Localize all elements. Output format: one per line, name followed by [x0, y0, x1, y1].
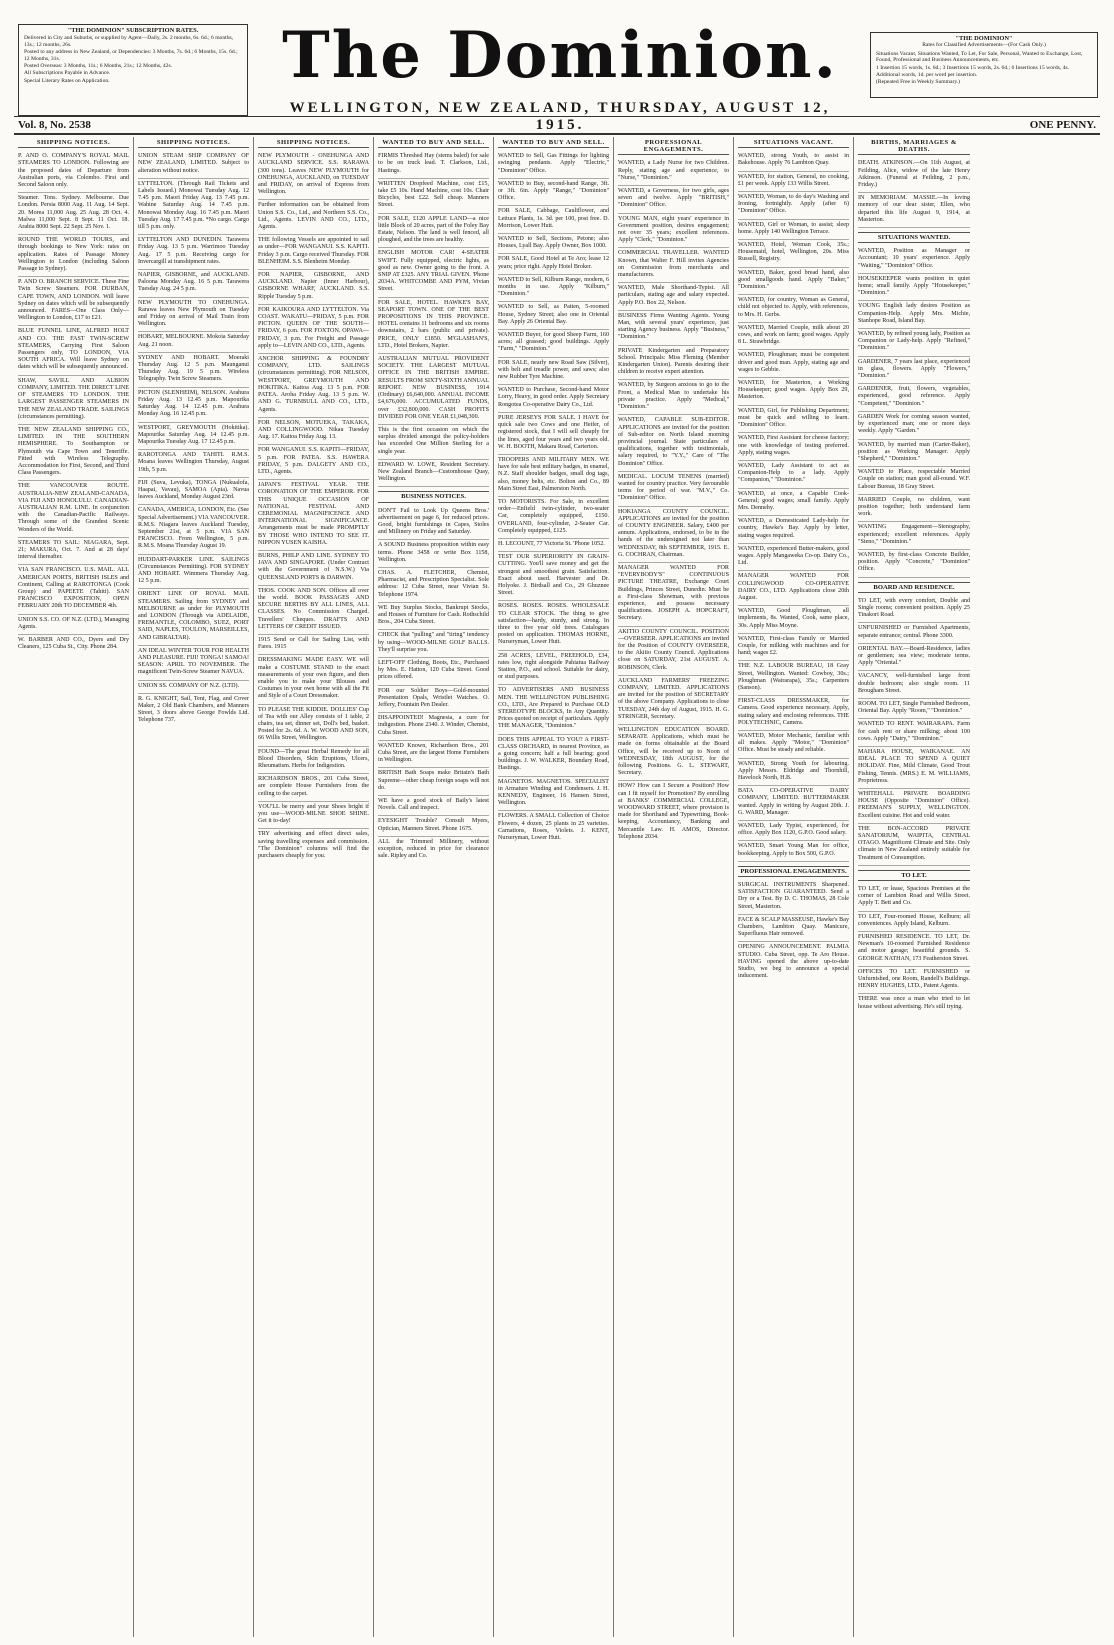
- advertisement: WE have a good stock of Baily's latest Novels. Call and inspect.: [378, 796, 489, 816]
- advertisement: HOUSEKEEPER wants position in quiet home; small family. Apply "Housekeeper," "Dominion.": [858, 274, 970, 302]
- advertisement: WANTED, by married man (Carter-Baker), position as Working Manager. Apply "Shepherd," "Dominion.": [858, 440, 970, 468]
- advertisement: THE BON-ACCORD PRIVATE SANATORIUM, WAIPITA, CENTRAL OTAGO. Magnificent Climate and Site. Only climate in New Zealand entirely suitable for Treatment of Consumption.: [858, 824, 970, 866]
- advertisement: UNION SS. COMPANY OF N.Z. (LTD).: [138, 681, 249, 694]
- advertisement: W. BARBER AND CO., Dyers and Dry Cleaners, 125 Cuba St., City. Phone 284.: [18, 636, 129, 651]
- column-4: [374, 137, 494, 1637]
- section-heading: BOARD AND RESIDENCE.: [858, 582, 970, 593]
- advertisement: ALL the Trimmed Millinery, without exception, reduced in price for clearance sale. Ripley and Co.: [378, 838, 489, 860]
- advertisement: H. LECOUNT, 77 Victoria St. 'Phone 1052.: [498, 539, 609, 552]
- advertisement: WANTED to Sell, as Patten, 5-roomed House, Sydney Street; also one in Oriental Bay. Apply 26 Oriental Bay.: [498, 302, 609, 330]
- advertisement: FOR SALE, £120 APPLE LAND—a nice little Block of 20 acres, part of the Foley Bay Estate, Nelson. The land is well fenced, all ploughed, and the trees are healthy.: [378, 214, 489, 249]
- advertisement: WANTED, First-class Family or Married Couple, for milking with machines and for hand; wages £2.: [738, 634, 849, 662]
- column-heading: SITUATIONS VACANT.: [738, 139, 849, 148]
- advertisement: WHITEHALL PRIVATE BOARDING HOUSE (Opposite "Dominion" Office). FREEMAN'S SUPPLY, WELLINGTON. Excellent cuisine. Hot and cold water.: [858, 789, 970, 824]
- subscription-rate-line: Special Literary Rates on Application.: [24, 77, 110, 84]
- column-1: [14, 137, 134, 1637]
- advertisement: CHAS. A. FLETCHER, Chemist, Pharmacist, and Prescription Specialist. Sole address: 12 Cuba Street, near Vivian St. Telephone 1974.: [378, 568, 489, 603]
- advertisement: FIRST-CLASS DRESSMAKER, for Camera. Good experience necessary. Apply, stating salary and enclosing references. THE POLYTECHNIC, Camera.: [738, 696, 849, 731]
- section-heading: SITUATIONS WANTED.: [858, 232, 970, 243]
- masthead-rule-bottom: [14, 133, 1100, 135]
- advertisement: R. G. KNIGHT, Sail, Tent, Flag, and Cover Maker, 2 Old Bank Chambers, and Manners Street, 3 doors above George Fowlds Ltd. Telephone 737.: [138, 695, 249, 724]
- advertisement: FURNISHED RESIDENCE. TO LET, Dr. Newman's 10-roomed Furnished Residence and motor garage; beautiful grounds. S. GEORGE NATHAN, 173 Featherston Street.: [858, 932, 970, 967]
- column-heading: SHIPPING NOTICES.: [138, 139, 249, 148]
- advertisement: FOUND—The great Herbal Remedy for all Blood Disorders, Skin Eruptions, Ulcers, Rheumatism. Herbs for Indigestion.: [258, 747, 369, 775]
- advertisement: BURNS, PHILP AND LINE. SYDNEY TO JAVA AND SINGAPORE. (Under Contract with the Government of N.S.W.) Via QUEENSLAND PORTS & DARWIN.: [258, 551, 369, 586]
- advertisement: WANTED, Ploughman; must be competent driver and good man. Apply, stating age and wages to Gebbie.: [738, 350, 849, 378]
- advertisement-columns: [14, 137, 1100, 1637]
- advertisement: UNFURNISHED or Furnished Apartments, separate entrance; central. Phone 3300.: [858, 623, 970, 643]
- advertisement: ORIENT LINE OF ROYAL MAIL STEAMERS. Sailing from SYDNEY and MELBOURNE as under for PLYMOUTH and LONDON (Through via ADELAIDE, FREMANTLE, COLOMBO, SUEZ, PORT SAID, NAPLES, TOULON, MARSEILLES, AND GIBRALTAR).: [138, 589, 249, 645]
- advertisement: MANAGER WANTED FOR "EVERYBODY'S" CONTINUOUS PICTURE THEATRE, Exchange Court Buildings, Princes Street, Dunedin. Must be a First-class Showman, with previous experience, and possess necessary qualifications. JOSEPH A. HOPCRAFT, Secretary.: [618, 563, 729, 627]
- advertisement: AKITIO COUNTY COUNCIL. POSITION—OVERSEER. APPLICATIONS are invited for the Position of COUNTY OVERSEER, to the Akitio County Council. Applications close on SATURDAY, 21st AUGUST. A. ROBINSON, Clerk.: [618, 627, 729, 676]
- column-heading: WANTED TO BUY AND SELL.: [378, 139, 489, 148]
- advertisement: DOES THIS APPEAL TO YOU? A FIRST-CLASS ORCHARD, in nearest Province, as a going concern; half a full bearing; good buildings. J. W. WALKER, Boundary Road, Hastings.: [498, 735, 609, 777]
- advertisement: WANTED, by refined young lady, Position as Companion or Lady-help. Apply "Refined," "Dominion.": [858, 329, 970, 357]
- advertisement: FLOWERS. A SMALL Collection of Choice Flowers, 4 dozen, 25 plants in 25 varieties. Carnations, Roses, Violets. J. KENT, Nurseryman, Lower Hutt.: [498, 813, 609, 842]
- advertisement: GARDENER, 7 years last place, experienced in glass, flowers. Apply "Flowers," "Dominion.": [858, 357, 970, 385]
- column-6: [614, 137, 734, 1637]
- dateline: WELLINGTON, NEW ZEALAND, THURSDAY, AUGUST 12, 1915.: [289, 100, 831, 133]
- classified-rates-box: [870, 32, 1098, 98]
- column-2: [134, 137, 254, 1637]
- advertisement: FOR SALE, Good Hotel at Te Aro; lease 12 years; price right. Apply Hotel Broker.: [498, 254, 609, 274]
- advertisement: WANTED, for Masterton, a Working Housekeeper; good wages. Apply Box 29, Masterton.: [738, 378, 849, 406]
- advertisement: DRESSMAKING MADE EASY. WE will make a COSTUME STAND to the exact measurements of your own figure, and then enable you to make your Blouses and Costumes in your own home with all the Fit and Style of a Court Dressmaker.: [258, 655, 369, 704]
- advertisement: IN MEMORIAM. MASSIE.—In loving memory of our dear sister, Ellen, who departed this life August 9, 1914, at Masterton.: [858, 193, 970, 228]
- advertisement: WANTED, by first-class Concrete Builder, position. Apply "Concrete," "Dominion" Office.: [858, 550, 970, 578]
- advertisement: SURGICAL INSTRUMENTS Sharpened. SATISFACTION GUARANTEED. Send a Dry or a Test. By D. C. THOMAS, 28 Cole Street, Masterton.: [738, 880, 849, 915]
- advertisement: WANTED Buyer, for good Sheep Farm, 160 acres; all grassed; good buildings. Apply "Farm," "Dominion.": [498, 330, 609, 358]
- advertisement: PRIVATE Kindergarten and Preparatory School. Principals: Miss Fleming (Member Kindergarten Union). Parents desiring their children to receive expert attention.: [618, 346, 729, 381]
- section-heading: BUSINESS NOTICES.: [378, 491, 489, 502]
- classified-rate-line: 1 Insertion 15 words, 1s. 6d.; 3 Insertions 15 words, 2s. 6d.; 6 Insertions 15 words, 4s.: [876, 64, 1069, 71]
- column-heading: SHIPPING NOTICES.: [258, 139, 369, 148]
- advertisement: WANTED, Married Couple, milk about 20 cows, and work on farm; good wages. Apply 8 L. Strawbridge.: [738, 323, 849, 351]
- advertisement: RAROTONGA AND TAHITI. R.M.S. Moana leaves Wellington Thursday, August 19th, 5 p.m.: [138, 450, 249, 478]
- advertisement: BUSINESS Firms Wanting Agents. Young Man, with several years' experience, just starting Agency business. Apply "Business," "Dominion.": [618, 311, 729, 346]
- advertisement: FOR WANGANUI. S.S. KAPITI—FRIDAY, 5 p.m. FOR PATEA. S.S. HAWERA FRIDAY, 5 p.m. DALGETY AND CO., LTD., Agents.: [258, 445, 369, 480]
- advertisement: WE Buy Surplus Stocks, Bankrupt Stocks, and Houses of Furniture for Cash. Rothschild Bros., 204 Cuba Street.: [378, 603, 489, 631]
- advertisement: WANTED to Place, respectable Married Couple on station; man good all-round. W.F. Labour Bureau, 18 Gray Street.: [858, 467, 970, 495]
- advertisement: BLUE FUNNEL LINE, ALFRED HOLT AND CO. THE FAST TWIN-SCREW STEAMERS, Carrying First Saloon Passengers only, TO LONDON, VIA SOUTH AFRICA. Will leave Sydney on dates which will be subsequently announced.: [18, 326, 129, 375]
- advertisement: VIA SAN FRANCISCO. U.S. MAIL. ALL AMERICAN PORTS, BRITISH ISLES and Continent, Calling at RAROTONGA (Cook Group) and PAPEETE (Tahiti). SAN FRANCISCO EXPOSITION, OPEN FEBRUARY 20th TO DECEMBER 4th.: [18, 565, 129, 614]
- advertisement: ORIENTAL BAY.—Board-Residence, ladies or gentlemen; sea view; moderate terms. Apply "Oriental.": [858, 644, 970, 672]
- advertisement: A SOUND Business proposition within easy terms. Phone 3458 or write Box 1158, Wellington.: [378, 540, 489, 568]
- advertisement: FOR NAPIER, GISBORNE, AND AUCKLAND. Napier (Inner Harbour), GISBORNE WHARF, AUCKLAND. S.S. Ripple Tuesday 5 p.m.: [258, 270, 369, 305]
- subscription-rate-line: All Subscriptions Payable in Advance.: [24, 70, 111, 77]
- advertisement: PURE JERSEYS FOR SALE. I HAVE for quick sale two Cows and one Heifer, of registered stock, that I will sell cheaply for the lines, aged four years and two years old. W. H. BOOTH, Makara Road, Carterton.: [498, 413, 609, 455]
- advertisement: ROOM. TO LET, Single Furnished Bedroom, Oriental Bay. Apply "Room," "Dominion.": [858, 699, 970, 719]
- volume-number: Vol. 8, No. 2538: [18, 119, 91, 131]
- advertisement: WANTED, a Domesticated Lady-help for country, Hawke's Bay. Apply by letter, stating wages required.: [738, 516, 849, 544]
- advertisement: 1915 Send or Call for Sailing List, with Fares. 1915: [258, 635, 369, 655]
- advertisement: SHAW, SAVILL AND ALBION COMPANY, LIMITED. THE DIRECT LINE OF STEAMERS TO LONDON. THE LARGEST PASSENGER STEAMERS IN THE NEW ZEALAND TRADE. SAILINGS (circumstances permitting).: [18, 376, 129, 425]
- advertisement: WANTED to Purchase, Second-hand Motor Lorry, Heavy, in good order. Apply Secretary Rongotea Co-operative Dairy Co., Ltd.: [498, 385, 609, 413]
- advertisement: WANTED, Lady Typist, experienced, for office. Apply Box 1120, G.P.O. Good salary.: [738, 821, 849, 841]
- column-3: [254, 137, 374, 1637]
- advertisement: MANAGER WANTED FOR COLLINGWOOD CO-OPERATIVE DAIRY CO., LTD. Applications close 20th August.: [738, 571, 849, 606]
- advertisement: This is the first occasion on which the surplus divided amongst the policy-holders has exceeded One Million Sterling for a single year.: [378, 425, 489, 460]
- advertisement: TO LET, Four-roomed House, Kelburn; all conveniences. Apply Island, Kelburn.: [858, 912, 970, 932]
- advertisement: WANTED, Woman, to do day's Washing and Ironing, fortnightly. Apply (after 6) "Dominion" Office.: [738, 192, 849, 220]
- advertisement: WANTED, Position as Manager or Accountant; 10 years' experience. Apply "Waiting," "Dominion" Office.: [858, 246, 970, 274]
- advertisement: MAHARA HOUSE, WAIKANAE. AN IDEAL PLACE TO SPEND A QUIET HOLIDAY. Fine, Mild Climate, Good Trout Fishing, Tennis. (MRS.) E. M. WILLIAMS, Proprietress.: [858, 747, 970, 789]
- advertisement: YOU'LL be merry and your Shoes bright if you use—WOOD-MILNE SHOE SHINE. Get it to-day!: [258, 802, 369, 830]
- subscription-rate-line: Posted to any address in New Zealand, or Dependencies: 3 Months, 7s. 6d.; 6 Months, 15s. 6d.; 12 Months, 31s.: [24, 49, 238, 62]
- advertisement: FOR NELSON, MOTUEKA, TAKAKA, AND COLLINGWOOD. Nikau Tuesday Aug. 17. Kaitoa Friday Aug. 13.: [258, 418, 369, 446]
- advertisement: DEATH. ATKINSON.—On 11th August, at Feilding, Alice, widow of the late Henry Atkinson. (Funeral at Feilding, 2 p.m., Friday.): [858, 158, 970, 193]
- advertisement: COMMERCIAL TRAVELLER. WANTED Known, that Walter F. Hill invites Agencies on Commission from merchants and manufacturers.: [618, 248, 729, 283]
- advertisement: GARDENER, fruit, flowers, vegetables, experienced, good reference. Apply "Competent," "Dominion.": [858, 384, 970, 412]
- advertisement: BRITISH Bath Soaps make Britain's Bath Supreme—other cheap foreign soaps will not do.: [378, 768, 489, 796]
- advertisement: WANTED to Sell, Sections, Petone; also Houses, Lyall Bay. Apply Owner, Box 1000.: [498, 234, 609, 254]
- advertisement: NEW PLYMOUTH - ONEHUNGA AND AUCKLAND SERVICE. S.S. RARAWA (300 tons). Leaves NEW PLYMOUTH for ONEHUNGA, AUCKLAND, on TUESDAY and FRIDAY, on arrival of Express from Wellington.: [258, 151, 369, 200]
- advertisement: WANTED, strong Youth, to assist in Bakehouse. Apply 76 Lambton Quay.: [738, 151, 849, 171]
- advertisement: UNION S.S. CO. OF N.Z. (LTD.), Managing Agents.: [18, 615, 129, 635]
- advertisement: P. AND O. COMPANY'S ROYAL MAIL STEAMERS TO LONDON. Following are the proposed dates of Departure from Australian ports, via Colombo. First and Second Saloon only.: [18, 151, 129, 193]
- advertisement: WANTED, experienced Butter-makers, good wages. Apply Mangaweka Co-op. Dairy Co., Ltd.: [738, 544, 849, 572]
- advertisement: STEAMERS TO SAIL: NIAGARA, Sept. 21; MAKURA, Oct. 7. And at 28 days' interval thereafter.: [18, 538, 129, 566]
- section-heading: PROFESSIONAL ENGAGEMENTS.: [738, 866, 849, 877]
- advertisement: WANTED, for country, Woman as General, child not objected to. Apply, with references, to Mrs. H. Gerbs.: [738, 295, 849, 323]
- advertisement: JAPAN'S FESTIVAL YEAR. THE CORONATION OF THE EMPEROR. FOR THIS UNIQUE OCCASION OF NATIONAL FESTIVAL AND CEREMONIAL MAGNIFICENCE AND INTERNATIONAL SIGNIFICANCE. Arrangements must be made PROMPTLY BY THOSE WHO INTEND TO SEE IT. NIPPON YUSEN KAISHA.: [258, 480, 369, 551]
- advertisement: GARDEN Work for coming season wanted, by experienced man; one or more days weekly. Apply "Garden.": [858, 412, 970, 440]
- advertisement: TO MOTORISTS. For Sale, in excellent order—Enfield twin-cylinder, two-seater Car, completely equipped, £150. OVERLAND, four-cylinder, 2-Seater Car. Completely equipped, £125.: [498, 497, 609, 539]
- classified-rate-line: Additional words, 1d. per word per insertion.: [876, 72, 978, 79]
- column-heading: PROFESSIONAL ENGAGEMENTS.: [618, 139, 729, 155]
- issue-price: ONE PENNY.: [1029, 119, 1096, 131]
- subscription-rates-heading: "THE DOMINION" SUBSCRIPTION RATES.: [67, 27, 199, 34]
- advertisement: WANTED to Sell, Kilburn Range, modern, 6 months in use. Apply "Kilburn," "Dominion.": [498, 275, 609, 303]
- advertisement: FOR our Soldier Boys—Gold-mounted Presentation Opals, Wristlet Watches. O. Jeffery, Fountain Pen Dealer.: [378, 686, 489, 714]
- advertisement: WANTING Engagement—Stenography, experienced; excellent references. Apply "Steno," "Dominion.": [858, 522, 970, 550]
- advertisement: WANTED, Good Ploughman, all implements, 8s. Wanted, Cook, same place, 30s. Apply Miss Moyne.: [738, 606, 849, 634]
- advertisement: TO LET, or lease, Spacious Premises at the corner of Lambton Road and Willis Street. Apply T. Bett and Co.: [858, 884, 970, 912]
- advertisement: TEST OUR SUPERIORITY IN GRAIN-CUTTING. You'll save money and get the strongest and smoothest grain. Satisfaction. Exact about used. Harvester and Dr. Holyoke. J. Birdsall and Co., 29 Ghuznee Street.: [498, 552, 609, 601]
- advertisement: WANTED to Sell, Gas Fittings for lighting swinging pendants. Apply "Electric," "Dominion" Office.: [498, 151, 609, 179]
- subscription-rates-box: [18, 24, 248, 116]
- advertisement: MARRIED Couple, no children, want position together; both understand farm work.: [858, 495, 970, 523]
- advertisement: BATA CO-OPERATIVE DAIRY COMPANY, LIMITED. BUTTERMAKER wanted. Apply in writing by August 20th. J. G. WARD, Manager.: [738, 786, 849, 821]
- advertisement: THE VANCOUVER ROUTE. AUSTRALIA-NEW ZEALAND-CANADA, VIA FIJI AND HONOLULU. CANADIAN-AUSTRALIAN R.M. LINE. In conjunction with the Canadian-Pacific Railways. Through some of the Grandest Scenic Wonders of the World.: [18, 481, 129, 537]
- advertisement: TO LET, with every comfort, Double and Single rooms; convenient position. Apply 25 Tinakori Road.: [858, 596, 970, 624]
- advertisement: WANTED Known, Richardson Bros., 201 Cuba Street, are the largest Home Furnishers in Wellington.: [378, 741, 489, 769]
- advertisement: HOBART, MELBOURNE. Mokoia Saturday Aug. 21 noon.: [138, 332, 249, 352]
- advertisement: AUCKLAND FARMERS' FREEZING COMPANY, LIMITED. APPLICATIONS are invited for the position of SECRETARY of the above Company. Applications to close TUESDAY, 24th day of August, 1915. H. G. STRINGER, Secretary.: [618, 676, 729, 725]
- advertisement: TROOPERS AND MILITARY MEN. WE have for sale best military badges, in enamel, N.Z. Staff shoulder badges, small dog tags, also, money belts, etc. Bolton and Co., 89 Main Street East, Palmerston North.: [498, 455, 609, 497]
- advertisement: 258 ACRES, LEVEL, FREEHOLD, £34, rates low, right alongside Pahiatua Railway Station, P.O., and school. Suitable for dairy, or stud purposes.: [498, 651, 609, 686]
- advertisement: WANTED, for station, General, no cooking, £1 per week. Apply 133 Willis Street.: [738, 172, 849, 192]
- advertisement: SYDNEY AND HOBART. Moeraki Thursday Aug. 12 5 p.m. Maunganui Thursday Aug. 19 5 p.m. Wireless Telegraphy. Twin Screw Steamers.: [138, 353, 249, 388]
- subscription-rate-line: Posted Overseas: 3 Months, 11s.; 6 Months, 21s.; 12 Months, 42s.: [24, 63, 173, 70]
- advertisement: ROUND THE WORLD TOURS, and through bookings to New York: rates on application. Rates of Passage Money Wellington to London (including Saloon Passage to Sydney).: [18, 235, 129, 277]
- advertisement: LYTTELTON AND DUNEDIN. Tarawera Friday Aug. 13 5 p.m. Warrimoo Tuesday Aug. 17 5 p.m. Receiving cargo for Invercargill at transhipment rates.: [138, 235, 249, 270]
- advertisement: FACE & SCALP MASSEUSE, Hawke's Bay Chambers, Lambton Quay. Manicure, Superfluous Hair removed.: [738, 915, 849, 943]
- advertisement: THOS. COOK AND SON. Offices all over the world. BOOK PASSAGES AND SECURE BERTHS BY ALL LINES, ALL CLASSES. No Commission Charged. Travellers' Cheques. DRAFTS AND LETTERS OF CREDIT ISSUED.: [258, 586, 369, 635]
- advertisement: OFFICES TO LET. FURNISHED or Unfurnished, one Room, Randell's Buildings. HENRY HUGHES, LTD., Patent Agents.: [858, 967, 970, 995]
- advertisement: WANTED, Hotel, Woman Cook, 35s.; Housemaid, hotel, Wellington, 20s. Miss Russell, Registry.: [738, 240, 849, 268]
- advertisement: FIJI (Suva, Levuka), TONGA (Nukualofa, Haapai, Vavau), SAMOA (Apia). Navua leaves Auckland, Monday August 23rd.: [138, 478, 249, 506]
- column-5: [494, 137, 614, 1637]
- advertisement: LYTTELTON. (Through Rail Tickets and Labels Issued.) Monowai Tuesday Aug. 12 7.45 p.m. Maori Friday Aug. 13 7.45 p.m. Wahine Saturday Aug. 14 7.45 p.m. Monowai Monday Aug. 16 7.45 p.m. Maori Tuesday Aug. 17 7.45 p.m. *No cargo. Cargo till 5 p.m. only.: [138, 179, 249, 235]
- advertisement: MEDICAL. LOCUM TENENS (married) wanted for country practice. Very favourable terms for period of war. "M.V.," Co. "Dominion" Office.: [618, 472, 729, 507]
- subscription-rate-line: Delivered in City and Suburbs, or supplied by Agent—Daily, 2s. 2 months, 6s. 6d.; 6 months, 13s.; 12 months, 26s.: [24, 35, 234, 48]
- advertisement: WANTED, Male Shorthand-Typist. All particulars, stating age and salary expected. Apply P.O. Box 22, Nelson.: [618, 283, 729, 311]
- advertisement: HOW? How can I Secure a Position? How can I fit myself for Promotion? By enrolling at BANKS' COMMERCIAL COLLEGE, WOODWARD STREET, where provision is made for Shorthand and Typewriting, Book-keeping, Accountancy, Banking and Mercantile Law. H. AMOS, Director. Telephone 2034.: [618, 783, 729, 840]
- advertisement: TO PLEASE THE KIDDIE. DOLLIES' Cup of Tea with our Alley consists of 1 table, 2 chairs, tea set, dinner set, Doll's bed, basket. Posted for 2s. 6d. A. W. WOOD AND SON, 66 Willis Street, Wellington.: [258, 705, 369, 747]
- advertisement: ROSES. ROSES. ROSES. WHOLESALE TO CLEAR STOCK. The thing to give satisfaction—hardy, sturdy, and strong. In three to five year old trees. Catalogues posted on application. THOMAS HORNE, Nurseryman, Lower Hutt.: [498, 601, 609, 650]
- advertisement: THE following Vessels are appointed to sail as under—FOR WANGANUI. S.S. KAPITI. Friday 3 p.m. Cargo received Thursday. FOR BLENHEIM. S.S. Blenheim Monday.: [258, 235, 369, 270]
- classified-rate-line: Situations Vacant, Situations Wanted, To Let, For Sale, Personal, Wanted to Exchange, Lost, Found, Professional and Business Announcements, etc.: [876, 50, 1083, 64]
- advertisement: PICTON (SLENHEIM), NELSON. Arahura Friday Aug. 13 12.45 p.m. Mapourika Saturday Aug. 14 12.45 p.m. Arahura Monday Aug. 16 12.45 p.m.: [138, 388, 249, 423]
- advertisement: RICHARDSON BROS., 201 Cuba Street, are complete House Furnishers from the ceiling to the carpet.: [258, 774, 369, 802]
- advertisement: FIRMIS Threshed Hay (stems baled) for sale to be on truck lead. T. Clarkson, Ltd., Hastings.: [378, 151, 489, 179]
- classified-rates-subheading: Rates for Classified Advertisements—(For Cash Only.): [922, 42, 1046, 49]
- newspaper-title: The Dominion.: [282, 18, 838, 93]
- advertisement: MAGNETOS. MAGNETOS. SPECIALIST in Armature Winding and Condensers. J. H. KENNEDY, Engineer, 16 Hansen Street, Wellington.: [498, 777, 609, 812]
- advertisement: P. AND O. BRANCH SERVICE. These Fine Twin Screw Steamers. FOR DURBAN, CAPE TOWN, AND LONDON. Will leave Sydney on dates which will be subsequently announced. FARES—One Class Only—Wellington to London, £17 to £21.: [18, 277, 129, 326]
- advertisement: WANTED, Girl, for Publishing Department; must be quick and willing to learn. "Dominion" Office.: [738, 406, 849, 434]
- masthead-rule-top: [14, 116, 1100, 117]
- advertisement: Further information can be obtained from Union S.S. Co., Ltd., and Northern S.S. Co., Ltd., Agents. LEVIN AND CO., LTD., Agents.: [258, 200, 369, 235]
- advertisement: THERE was once a man who tried to let house without advertising. He's still trying.: [858, 996, 970, 1010]
- advertisement: WANTED, at once, a Capable Cook-General; good wages; small family. Apply Mrs. Dennehy.: [738, 489, 849, 517]
- advertisement: WANTED, Lady Assistant to act as Companion-Help to a lady. Apply "Companion," "Dominion.": [738, 461, 849, 489]
- advertisement: WANTED TO RENT. WAIRARAPA. Farm for cash rent or share milking; about 100 cows. Apply "Dairy," "Dominion.": [858, 719, 970, 747]
- advertisement: HUDDART-PARKER LINE. SAILINGS (Circumstances Permitting). FOR SYDNEY AND HOBART. Wimmera Thursday Aug. 12 5 p.m.: [138, 555, 249, 590]
- advertisement: LEFT-OFF Clothing, Boots, Etc., Purchased by Mrs. E. Hatton, 120 Cuba Street. Good prices offered.: [378, 658, 489, 686]
- advertisement: WANTED, Strong Youth for labouring. Apply Messrs. Eldridge and Thornhill, Havelock North, H.B.: [738, 759, 849, 787]
- advertisement: DISAPPOINTED! Magnesia, a cure for indigestion. Phone 2340. J. Winder, Chemist, Cuba Street.: [378, 713, 489, 741]
- section-heading: TO LET.: [858, 870, 970, 881]
- advertisement: ANCHOR SHIPPING & FOUNDRY COMPANY, LTD. SAILINGS (circumstances permitting). FOR NELSON, WESTPORT, GREYMOUTH AND HOKITIKA. Kaitoa Aug. 13 5 p.m. FOR PATEA. Aroha Friday Aug. 13 5 p.m. W. AND G. TURNBULL AND CO., LTD., Agents.: [258, 354, 369, 418]
- classified-rates-heading: "THE DOMINION": [955, 35, 1013, 42]
- column-heading: SHIPPING NOTICES.: [18, 139, 129, 148]
- classified-rate-line: (Repeated Free in Weekly Summary.): [876, 79, 961, 86]
- advertisement: FOR SALE, Cabbage, Cauliflower, and Lettuce Plants, 1s. 3d. per 100, post free. D. Morrison, Lower Hutt.: [498, 206, 609, 234]
- advertisement: TO ADVERTISERS AND BUSINESS MEN. THE WELLINGTON PUBLISHING CO., LTD., Are Prepared to Purchase OLD STEREOTYPE BLOCKS, In Any Quantity. Prices quoted on receipt of particulars. Apply THE MANAGER, "Dominion.": [498, 685, 609, 734]
- advertisement: WRITTEN Dropfeed Machine, cost £15, take £5 10s. Hand Machine, cost 10s. Chair Bicycles, best £22. Sell cheap. Manners Street.: [378, 179, 489, 214]
- column-heading: WANTED TO BUY AND SELL.: [498, 139, 609, 148]
- advertisement: WANTED to Buy, second-hand Range, 3ft. or 3ft. 6in. Apply "Range," "Dominion" Office.: [498, 179, 609, 207]
- column-8: [854, 137, 974, 1637]
- advertisement: WANTED, a Governess, for two girls, ages seven and twelve. Apply "BRITISH," "Dominion" Office.: [618, 186, 729, 214]
- advertisement: FOR KAIKOURA AND LYTTELTON. Via COAST. WAKATU—FRIDAY, 5 p.m. FOR PICTON. QUEEN OF THE SOUTH—FRIDAY, 6 p.m. FOR FOXTON. OPAWA—FRIDAY, 3 p.m. For Freight and Passage apply to—LEVIN AND CO., LTD., Agents.: [258, 305, 369, 354]
- advertisement: CANADA, AMERICA, LONDON, Etc. (See Special Advertisement.) VIA VANCOUVER. R.M.S. Niagara leaves Auckland Tuesday, September 21st, at 5 p.m. VIA SAN FRANCISCO. From Wellington, 5 p.m. R.M.S. Moana Thursday August 19.: [138, 505, 249, 554]
- advertisement: WANTED, Baker, good bread hand, also good smallgoods hand. Apply "Baker," "Dominion.": [738, 268, 849, 296]
- advertisement: YOUNG MAN, eight years' experience in Government position, desires engagement; not over 35 years; excellent references. Apply "Clerk," "Dominion.": [618, 214, 729, 249]
- advertisement: ENGLISH MOTOR CAR! 4-SEATER SWIFT. Fully equipped, electric lights, as good as new. Owner going to the front. A SNIP AT £325. ANY TRIAL GIVEN. 'Phone 2034A. WHITCOMBE AND PYM, Vivian Street.: [378, 248, 489, 297]
- advertisement: DON'T Fail to Look Up Queens Bros.' advertisement on page 6, for reduced prices. Good, bright furnishings in Capes, Stoles and Millinery on Friday and Saturday.: [378, 506, 489, 541]
- advertisement: WELLINGTON EDUCATION BOARD. SEPARATE Applications, which must be made on forms obtainable at the Board Office, will be received up to Noon of WEDNESDAY, 18th AUGUST, for the following Positions. G. L. STEWART, Secretary.: [618, 725, 729, 781]
- advertisement: NEW PLYMOUTH TO ONEHUNGA. Rarawa leaves New Plymouth on Tuesday and Friday on arrival of Mail Train from Wellington.: [138, 298, 249, 333]
- advertisement: WANTED, Smart Young Man for office, bookkeeping. Apply to Box 500, G.P.O.: [738, 841, 849, 861]
- advertisement: WANTED, Motor Mechanic, familiar with all makes. Apply "Motor," "Dominion" Office. Must be steady and reliable.: [738, 731, 849, 759]
- advertisement: WANTED, by Surgeon anxious to go to the Front, a Medical Man to undertake his private practice. Apply "Medical," "Dominion.": [618, 380, 729, 415]
- advertisement: WESTPORT, GREYMOUTH (Hokitika). Mapourika Saturday Aug. 14 12.45 p.m. Mapourika Tuesday Aug. 17 12.45 p.m.: [138, 423, 249, 451]
- advertisement: AUSTRALIAN MUTUAL PROVIDENT SOCIETY. THE LARGEST MUTUAL OFFICE IN THE BRITISH EMPIRE. RESULTS FROM SIXTY-SIXTH ANNUAL REPORT. NEW BUSINESS, 1914 (Ordinary) £6,640,000. ANNUAL INCOME £4,676,000. ACCUMULATED FUNDS, over £32,800,000. CASH PROFITS DIVIDED FOR ONE YEAR £1,048,300.: [378, 354, 489, 425]
- advertisement: VACANCY, well-furnished large front double bedroom; also single room. 11 Brougham Street.: [858, 671, 970, 699]
- column-heading: BIRTHS, MARRIAGES & DEATHS.: [858, 139, 970, 155]
- advertisement: UNION STEAM SHIP COMPANY OF NEW ZEALAND, LIMITED. Subject to alteration without notice.: [138, 151, 249, 179]
- advertisement: OPENING ANNOUNCEMENT. PALMIA STUDIO. Cuba Street, opp. Te Aro House. HAVING opened the above up-to-date Studio, we beg to announce a special inducement.: [738, 944, 849, 980]
- advertisement: EDWARD W. LOWE, Resident Secretary. New Zealand Branch—Customhouse Quay, Wellington.: [378, 460, 489, 488]
- advertisement: TRY advertising and effect direct sales, saving travelling expenses and commission. "The Dominion" columns will find the purchasers cheaply for you.: [258, 831, 369, 860]
- advertisement: THE N.Z. LABOUR BUREAU, 18 Gray Street, Wellington. Wanted: Cowboy, 30s.; Ploughman (Wairarapa), 35s.; Carpenters (Sanson).: [738, 661, 849, 696]
- advertisement: WANTED, CAPABLE SUB-EDITOR. APPLICATIONS are invited for the position of Sub-editor on North Island morning provincial journal. State particulars of qualifications, together with testimonials, salary required, to "Y.Y.," Care of "The Dominion" Office.: [618, 415, 729, 471]
- advertisement: WANTED, First Assistant for cheese factory; one with knowledge of testing preferred. Apply, stating wages.: [738, 433, 849, 461]
- advertisement: THE NEW ZEALAND SHIPPING CO., LIMITED. IN THE SOUTHERN HEMISPHERE. To Southampton or Plymouth via Cape Town and Teneriffe. Fitted with Wireless Telegraphy. Accommodation for First, Second, and Third Class Passengers.: [18, 425, 129, 481]
- advertisement: EYESIGHT Trouble? Consult Myers, Optician, Manners Street. Phone 1675.: [378, 816, 489, 836]
- advertisement: WANTED, a Lady Nurse for two Children. Reply, stating age and experience, to "Nurse," "Dominion.": [618, 158, 729, 186]
- advertisement: AN IDEAL WINTER TOUR FOR HEALTH AND PLEASURE. FIJI! TONGA! SAMOA! SEASON: APRIL TO NOVEMBER. The magnificent Twin-Screw Steamer NAVUA.: [138, 646, 249, 681]
- advertisement: FOR SALE, nearly new Road Saw (Silver), with belt and treadle power, and saws; also new Rubber Tyre Machine.: [498, 358, 609, 386]
- advertisement: HOKIANGA COUNTY COUNCIL. APPLICATIONS are invited for the position of COUNTY ENGINEER. Salary, £400 per annum. Applications, endorsed, to be in the hands of the undersigned not later than WEDNESDAY, 8th SEPTEMBER, 1915. E. G. COCHRAN, Chairman.: [618, 507, 729, 563]
- advertisement: WANTED, Girl or Woman, to assist; sleep home. Apply 140 Wellington Terrace.: [738, 220, 849, 240]
- advertisement: NAPIER, GISBORNE, and AUCKLAND. Paloona Monday Aug. 16 5 p.m. Tarawera Tuesday Aug. 24 5 p.m.: [138, 270, 249, 298]
- advertisement: YOUNG English lady desires Position as Companion-Help. Apply Mrs. Michie, Stanhope Road, Island Bay.: [858, 301, 970, 329]
- advertisement: Steamer. Tons. Sydney. Melbourne. Due London. Persia 8000 Aug. 11 Aug. 14 Sept. 20. Morea 11,000 Aug. 25 Aug. 28 Oct. 4. Malwa 11,000 Sept. 8 Sept. 11 Oct. 18. Arabia 8000 Sept. 22 Sept. 25 Nov. 1.: [18, 193, 129, 235]
- advertisement: FOR SALE, HOTEL. HAWKE'S BAY, SEAPORT TOWN. ONE OF THE BEST PROPOSITIONS IN THIS PROVINCE. HOTEL contains 11 bedrooms and six rooms downstairs, 2 bars (public and private). PRICE, ONLY £1850. M'GLASHAN'S, LTD., Hotel Brokers, Napier.: [378, 298, 489, 354]
- column-7: [734, 137, 854, 1637]
- advertisement: CHECK that "pulling" and "tiring" tendency by using—WOOD-MILNE GOLF BALLS. They'll surprise you.: [378, 630, 489, 658]
